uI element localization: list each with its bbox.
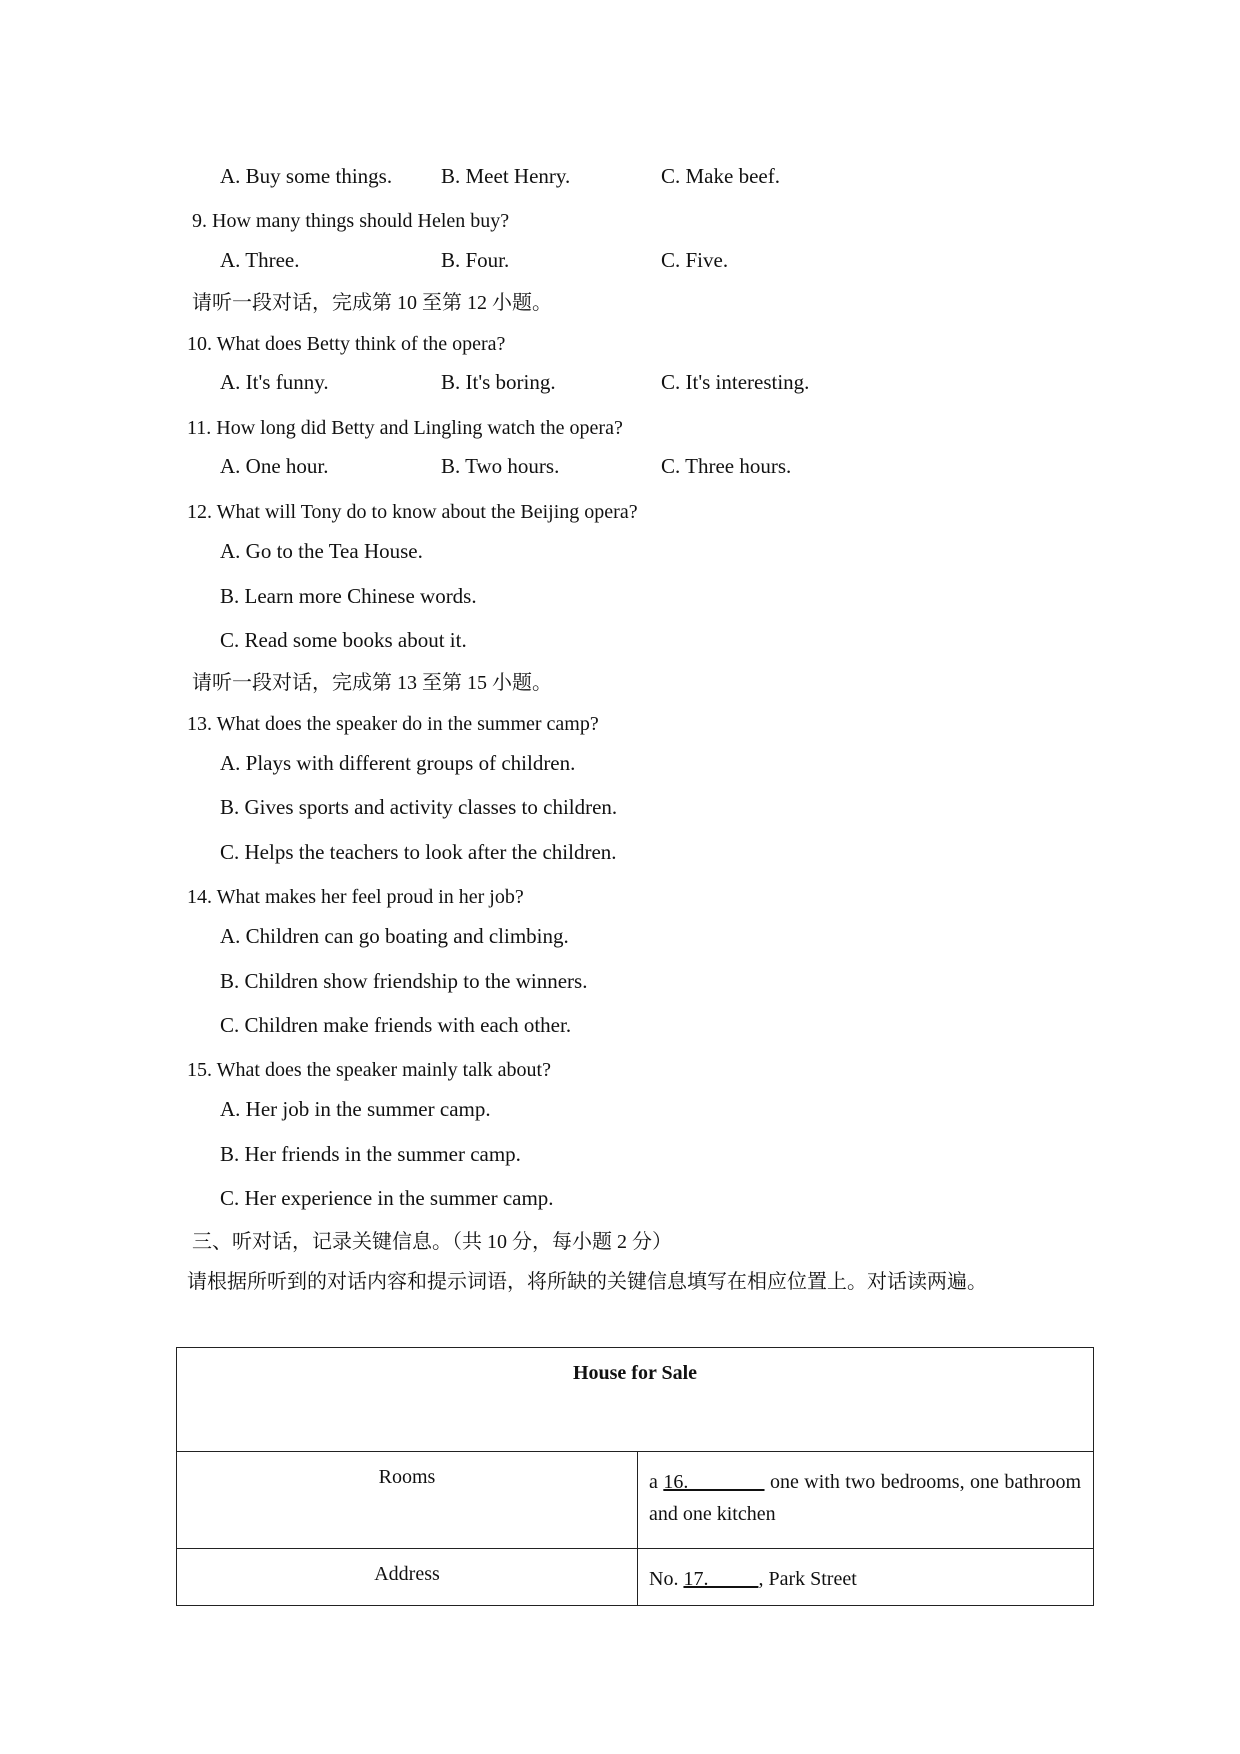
answer-blank-17[interactable]: 17. bbox=[683, 1568, 759, 1590]
q15-option-c: C. Her experience in the summer camp. bbox=[220, 1186, 554, 1210]
instruction-10-12: 请听一段对话，完成第 10 至第 12 小题。 bbox=[192, 292, 552, 314]
table-title: House for Sale bbox=[177, 1348, 1094, 1452]
instruction-13-15: 请听一段对话，完成第 13 至第 15 小题。 bbox=[192, 672, 552, 694]
q9-option-b: B. Four. bbox=[441, 248, 510, 272]
q11-question: 11. How long did Betty and Lingling watch the opera? bbox=[187, 417, 623, 439]
q11-option-b: B. Two hours. bbox=[441, 454, 560, 478]
address-value bbox=[638, 1549, 1094, 1606]
q13-question: 13. What does the speaker do in the summer camp? bbox=[187, 713, 599, 735]
q10-option-c: C. It's interesting. bbox=[661, 370, 810, 394]
q9-option-a: A. Three. bbox=[220, 248, 300, 272]
q9-question: 9. How many things should Helen buy? bbox=[192, 210, 510, 232]
address-prefix: No. bbox=[649, 1568, 684, 1590]
q11-option-c: C. Three hours. bbox=[661, 454, 792, 478]
q8-option-c: C. Make beef. bbox=[661, 164, 780, 188]
rooms-value bbox=[638, 1452, 1094, 1549]
q12-question: 12. What will Tony do to know about the Beijing opera? bbox=[187, 501, 638, 523]
rooms-prefix: a bbox=[649, 1471, 664, 1493]
q13-option-c: C. Helps the teachers to look after the children. bbox=[220, 840, 617, 864]
q11-option-a: A. One hour. bbox=[220, 454, 329, 478]
q10-option-a: A. It's funny. bbox=[220, 370, 329, 394]
q13-option-b: B. Gives sports and activity classes to children. bbox=[220, 795, 618, 819]
table-row bbox=[177, 1549, 1094, 1606]
q15-option-a: A. Her job in the summer camp. bbox=[220, 1097, 491, 1121]
q15-question: 15. What does the speaker mainly talk about? bbox=[187, 1059, 551, 1081]
q9-option-c: C. Five. bbox=[661, 248, 729, 272]
q10-option-b: B. It's boring. bbox=[441, 370, 556, 394]
q14-option-c: C. Children make friends with each other. bbox=[220, 1013, 572, 1037]
address-suffix: , Park Street bbox=[758, 1568, 857, 1590]
q14-option-b: B. Children show friendship to the winners. bbox=[220, 969, 588, 993]
q14-question: 14. What makes her feel proud in her job? bbox=[187, 886, 524, 908]
q12-option-b: B. Learn more Chinese words. bbox=[220, 584, 477, 608]
rooms-label: Rooms bbox=[177, 1452, 638, 1549]
table-row bbox=[177, 1452, 1094, 1549]
q12-option-c: C. Read some books about it. bbox=[220, 628, 467, 652]
section-instruction: 请根据所听到的对话内容和提示词语，将所缺的关键信息填写在相应位置上。对话读两遍。 bbox=[187, 1271, 987, 1293]
q10-question: 10. What does Betty think of the opera? bbox=[187, 333, 506, 355]
answer-blank-16[interactable]: 16. bbox=[663, 1471, 765, 1493]
address-label: Address bbox=[177, 1549, 638, 1606]
q14-option-a: A. Children can go boating and climbing. bbox=[220, 924, 569, 948]
house-info-table bbox=[176, 1347, 1094, 1606]
q8-option-a: A. Buy some things. bbox=[220, 164, 393, 188]
q13-option-a: A. Plays with different groups of children. bbox=[220, 751, 576, 775]
section-heading: 三、听对话，记录关键信息。（共 10 分，每小题 2 分） bbox=[192, 1231, 672, 1253]
rooms-suffix: one with two bedrooms, one bathroom and one kitchen bbox=[649, 1471, 1082, 1525]
q12-option-a: A. Go to the Tea House. bbox=[220, 539, 423, 563]
q15-option-b: B. Her friends in the summer camp. bbox=[220, 1142, 521, 1166]
q8-option-b: B. Meet Henry. bbox=[441, 164, 571, 188]
